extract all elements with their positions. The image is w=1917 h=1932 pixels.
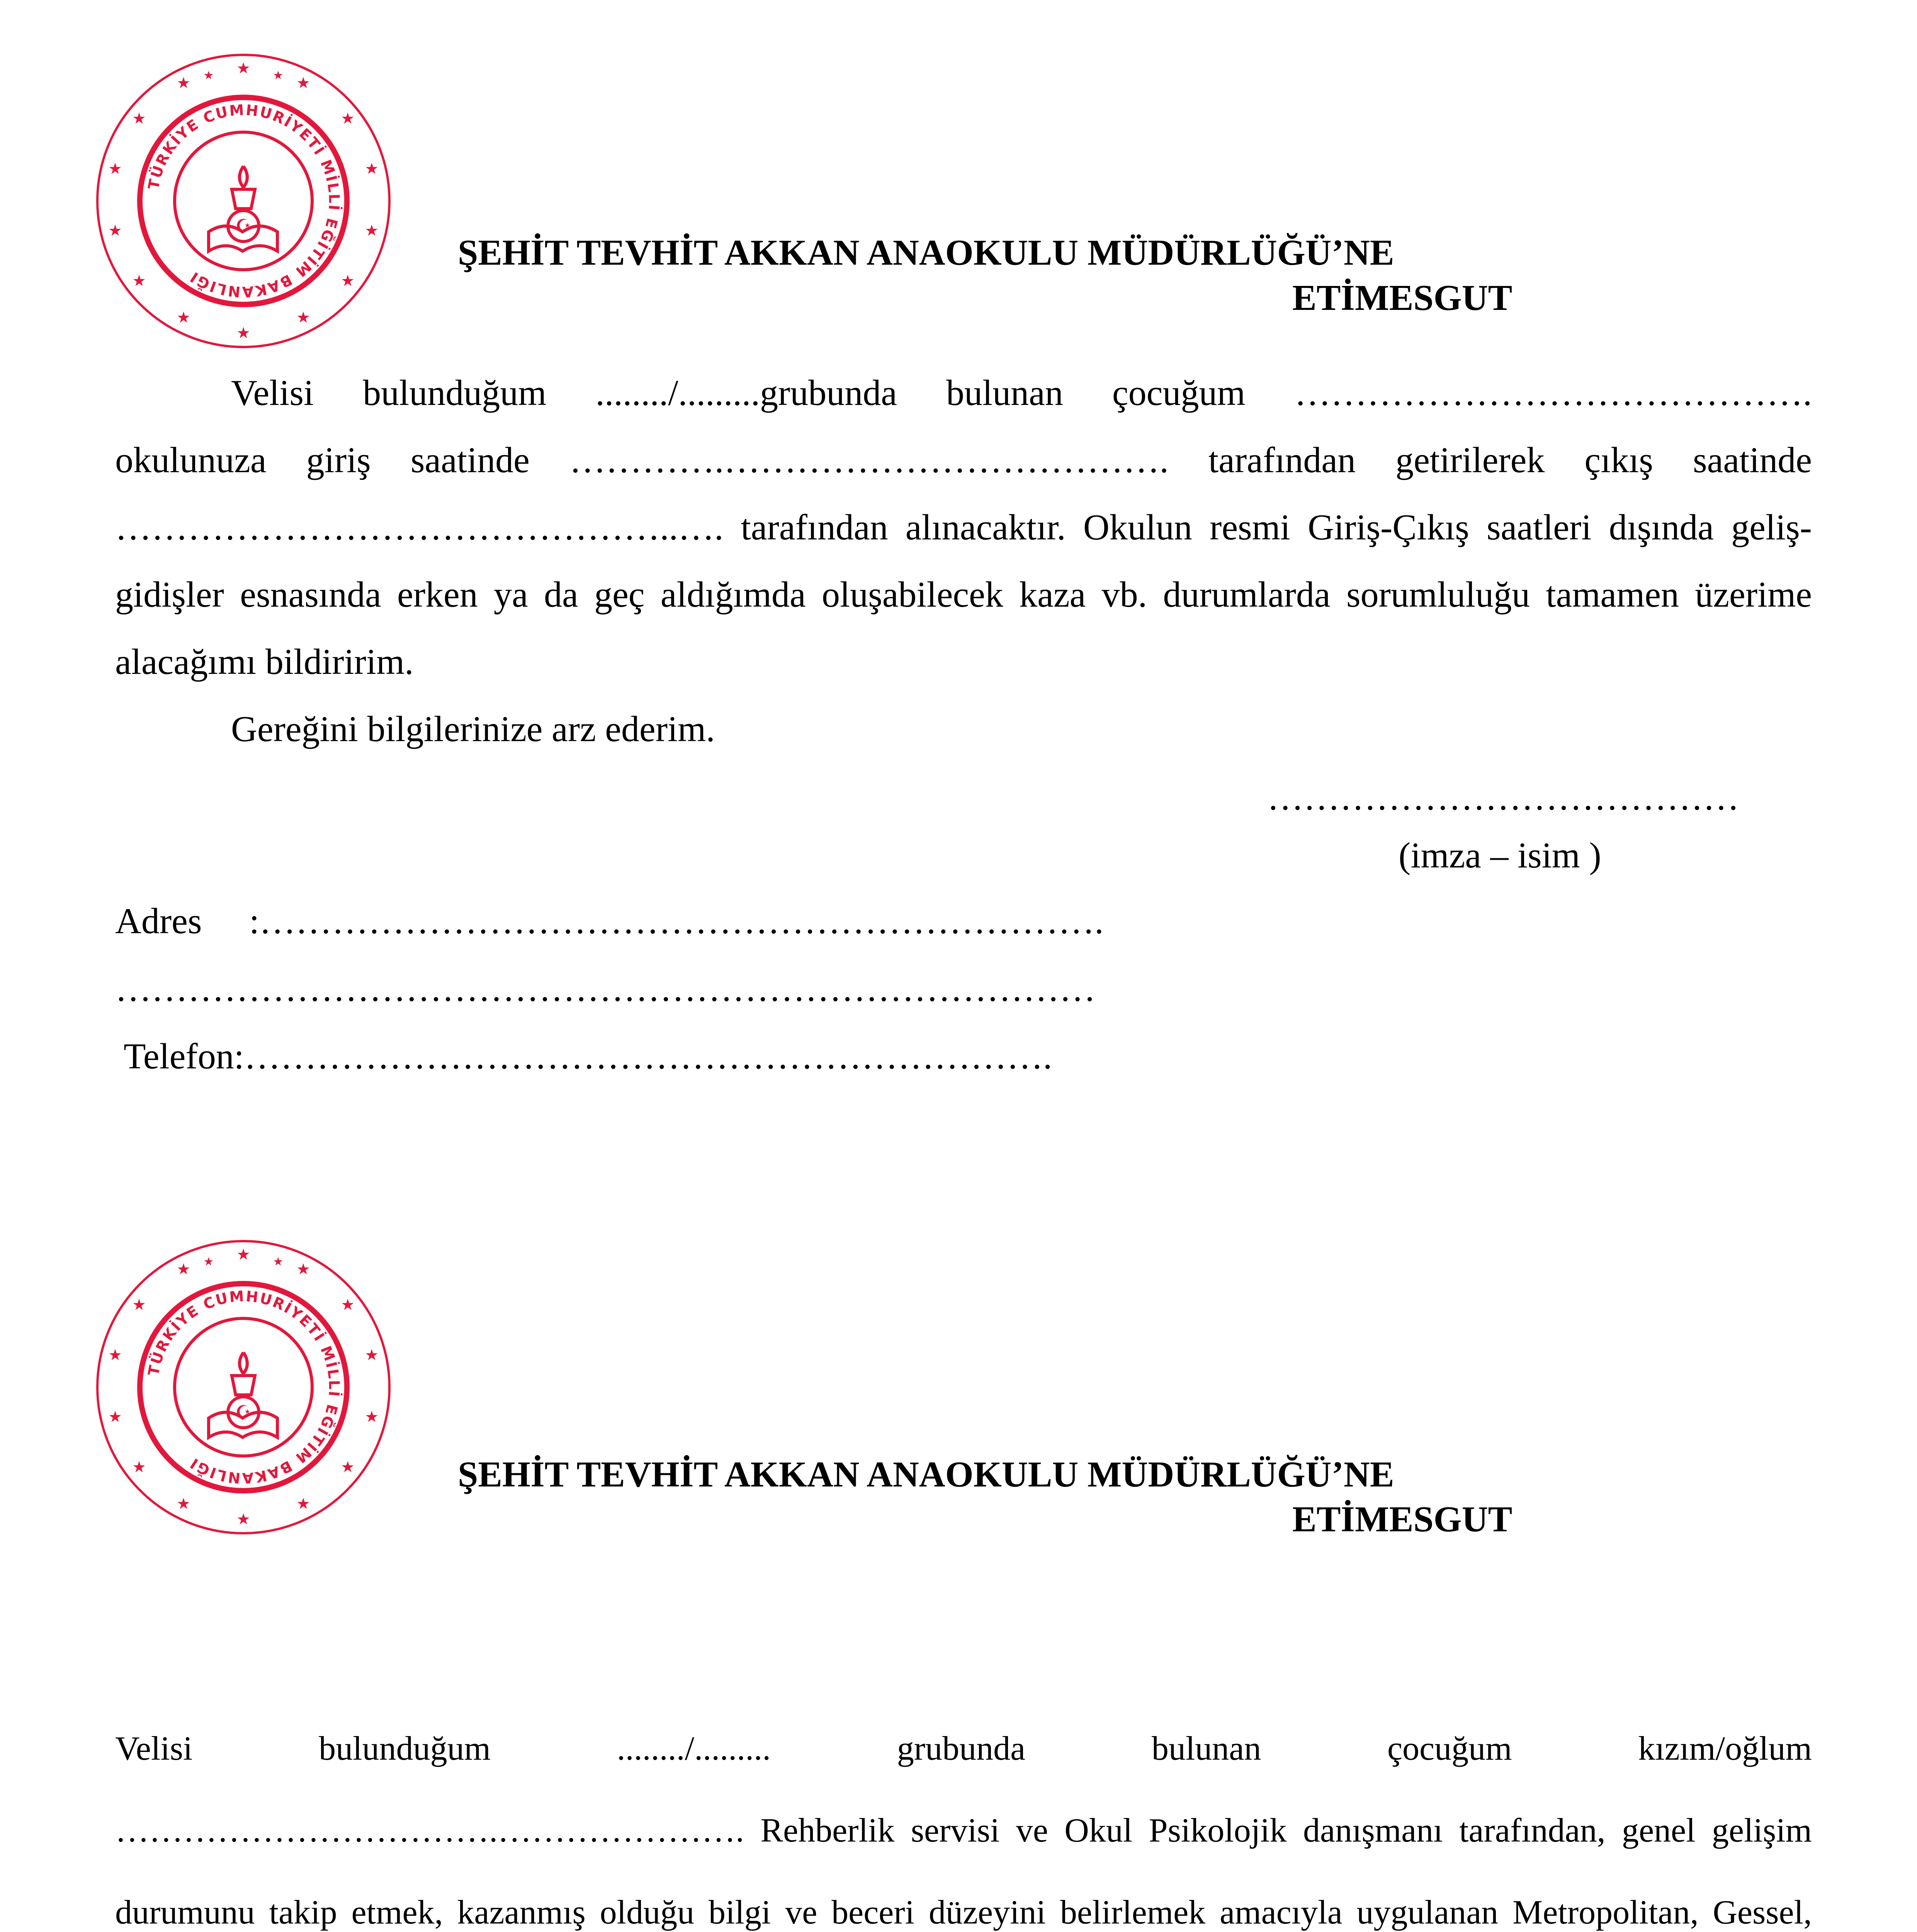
svg-text:★: ★	[177, 1260, 190, 1278]
form2-paragraph	[115, 1708, 1812, 1932]
svg-text:☪: ☪	[235, 1401, 252, 1422]
svg-text:★: ★	[177, 309, 190, 327]
form1-title: ŞEHİT TEVHİT AKKAN ANAOKULU MÜDÜRLÜĞÜ’NE	[458, 233, 1394, 273]
svg-text:☪: ☪	[235, 215, 252, 236]
svg-text:★: ★	[341, 1296, 355, 1314]
svg-text:★: ★	[341, 272, 355, 290]
form1-address-field[interactable]: :…………………………………………………………….	[249, 901, 1104, 941]
svg-text:★: ★	[296, 1495, 310, 1513]
form1-subtitle: ETİMESGUT	[1292, 278, 1513, 318]
svg-text:TÜRKİYE CUMHURİYETİ MİLLİ EĞİT: TÜRKİYE CUMHURİYETİ MİLLİ EĞİTİM BAKANLIĞI	[144, 1287, 343, 1487]
word: grubunda	[897, 1730, 1026, 1767]
form1-address-field-line2[interactable]: ………………………………………………………………………	[115, 969, 1096, 1009]
svg-text:★: ★	[273, 69, 284, 82]
svg-text:★: ★	[341, 110, 355, 128]
word: çocuğum	[1387, 1730, 1512, 1767]
svg-text:★: ★	[132, 1458, 146, 1476]
ministry-seal-icon	[93, 50, 394, 352]
svg-text:★: ★	[365, 222, 379, 240]
form1-phone-field[interactable]: Telefon:………………………………………………………….	[124, 1036, 1052, 1077]
word: bulunan	[1151, 1730, 1261, 1767]
svg-text:★: ★	[236, 324, 250, 342]
svg-text:★: ★	[177, 1495, 190, 1513]
form1-address-label: Adres	[115, 901, 202, 941]
ministry-seal-icon	[93, 1236, 394, 1538]
svg-text:★: ★	[236, 60, 250, 77]
word: ......../.........	[617, 1730, 771, 1767]
svg-text:★: ★	[177, 74, 190, 92]
svg-text:★: ★	[341, 1458, 355, 1476]
svg-text:★: ★	[132, 1296, 146, 1314]
ministry-seal-logo	[93, 50, 394, 352]
svg-text:★: ★	[108, 1346, 122, 1364]
word: kızım/oğlum	[1638, 1730, 1812, 1767]
svg-text:★: ★	[203, 69, 214, 82]
svg-text:★: ★	[296, 309, 310, 327]
form2-paragraph-line1	[115, 1708, 1812, 1790]
form1-signature-dots[interactable]: …………………………………	[1267, 777, 1739, 818]
svg-text:★: ★	[108, 1408, 122, 1426]
svg-text:★: ★	[108, 160, 122, 178]
form1-paragraph-line1: Velisi bulunduğum ......../.........grubunda bulunan çocuğum …………………………………….	[231, 373, 1812, 413]
word: bulunduğum	[319, 1730, 491, 1767]
word: Velisi	[115, 1730, 193, 1767]
form2-title: ŞEHİT TEVHİT AKKAN ANAOKULU MÜDÜRLÜĞÜ’NE	[458, 1454, 1394, 1495]
form2-paragraph-body: …………………………….…………………. Rehberlik servisi ve Okul Psikolojik danışmanı tarafından, genel gelişim durumunu takip etmek, kazanmış olduğu bilgi ve beceri düzeyini belirlemek amacıyla uygulanan Metropolitan, Gessel,	[115, 1812, 1812, 1931]
svg-text:★: ★	[273, 1255, 284, 1269]
svg-text:★: ★	[236, 1510, 250, 1528]
ministry-seal-logo-2	[93, 1236, 394, 1538]
svg-text:★: ★	[365, 1408, 379, 1426]
svg-text:★: ★	[203, 1255, 214, 1269]
form1-signature-label: (imza – isim )	[1399, 835, 1601, 876]
svg-text:★: ★	[365, 1346, 379, 1364]
form1-paragraph	[115, 359, 1812, 763]
svg-text:★: ★	[236, 1246, 250, 1264]
svg-text:★: ★	[296, 74, 310, 92]
form1-paragraph-body: okulunuza giriş saatinde ………….………………………………. tarafından getirilerek çıkış saatinde ………………………………………..…. tarafından alınacaktır. Okulun resmi Giriş-Çıkış saatleri dışında geliş-gidişler esnasında erken ya da geç aldığımda oluşabilecek kaza vb. durumlarda sorumluluğu tamamen üzerime alacağımı bildiririm.	[115, 440, 1812, 682]
form2-subtitle: ETİMESGUT	[1292, 1499, 1513, 1539]
svg-text:★: ★	[365, 160, 379, 178]
form1-closing: Gereğini bilgilerinize arz ederim.	[231, 709, 715, 749]
svg-text:★: ★	[108, 222, 122, 240]
svg-text:★: ★	[132, 110, 146, 128]
svg-text:TÜRKİYE CUMHURİYETİ MİLLİ EĞİT: TÜRKİYE CUMHURİYETİ MİLLİ EĞİTİM BAKANLIĞI	[144, 101, 343, 301]
svg-text:★: ★	[132, 272, 146, 290]
svg-text:★: ★	[296, 1260, 310, 1278]
